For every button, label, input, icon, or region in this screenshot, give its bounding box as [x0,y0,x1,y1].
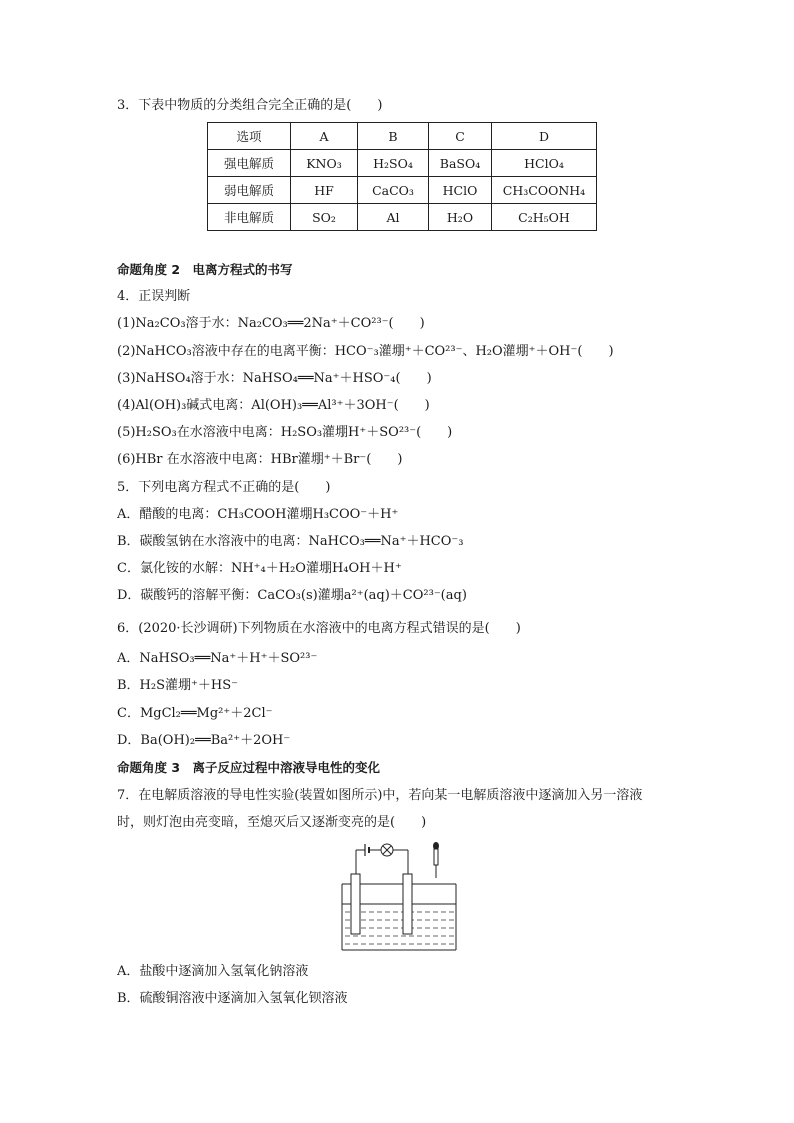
q7-stem-line-2: 时，则灯泡由亮变暗，至熄灭后又逐渐变亮的是( ) [117,815,427,830]
q4-item-6: (6)HBr 在水溶液中电离：HBr灌堋⁺＋Br⁻( ) [117,452,403,467]
table-cell: HClO₄ [492,150,597,177]
q3-stem: 3．下表中物质的分类组合完全正确的是( ) [117,98,383,113]
section-heading-2: 命题角度 2 电离方程式的书写 [117,262,293,277]
table-cell: C₂H₅OH [492,204,597,231]
q5-option-c: C．氯化铵的水解：NH⁺₄＋H₂O灌堋H₄OH＋H⁺ [117,561,402,576]
q6-option-b: B．H₂S灌堋⁺＋HS⁻ [117,678,238,693]
q6-option-a: A．NaHSO₃══Na⁺＋H⁺＋SO²³⁻ [117,651,318,666]
q4-item-4: (4)Al(OH)₃碱式电离：Al(OH)₃══Al³⁺＋3OH⁻( ) [117,398,430,413]
table-cell: H₂SO₄ [358,150,429,177]
dropper-icon [433,842,439,878]
table-cell: H₂O [429,204,492,231]
table-row [208,204,597,231]
table-cell: SO₂ [291,204,358,231]
electrode-left [351,874,360,934]
q6-stem: 6．(2020·长沙调研)下列物质在水溶液中的电离方程式错误的是( ) [117,621,521,636]
q6-option-c: C．MgCl₂══Mg²⁺＋2Cl⁻ [117,706,273,721]
table-header-row [208,123,597,150]
q7-option-b: B．硫酸铜溶液中逐滴加入氢氧化钡溶液 [117,991,348,1006]
table-cell: 强电解质 [208,150,291,177]
q7-option-a: A．盐酸中逐滴加入氢氧化钠溶液 [117,964,309,979]
table-cell: BaSO₄ [429,150,492,177]
q4-item-3: (3)NaHSO₄溶于水：NaHSO₄══Na⁺＋HSO⁻₄( ) [117,371,432,386]
q4-item-1: (1)Na₂CO₃溶于水：Na₂CO₃══2Na⁺＋CO²³⁻( ) [117,316,425,331]
conductivity-apparatus-diagram [332,838,464,954]
electrode-right [403,874,412,934]
table-header-cell: C [429,123,492,150]
q5-option-b: B．碳酸氢钠在水溶液中的电离：NaHCO₃══Na⁺＋HCO⁻₃ [117,534,464,549]
table-cell: CaCO₃ [358,177,429,204]
table-cell: 非电解质 [208,204,291,231]
table-row [208,150,597,177]
table-row [208,177,597,204]
q5-option-d: D．碳酸钙的溶解平衡：CaCO₃(s)灌堋a²⁺(aq)＋CO²³⁻(aq) [117,588,467,603]
table-header-cell: D [492,123,597,150]
table-header-cell: B [358,123,429,150]
q7-stem-line-1: 7．在电解质溶液的导电性实验(装置如图所示)中，若向某一电解质溶液中逐滴加入另一溶液 [117,788,643,803]
q6-option-d: D．Ba(OH)₂══Ba²⁺＋2OH⁻ [117,733,291,748]
q5-option-a: A．醋酸的电离：CH₃COOH灌堋H₃COO⁻＋H⁺ [117,507,399,522]
table-cell: CH₃COONH₄ [492,177,597,204]
table-cell: 弱电解质 [208,177,291,204]
table-header-cell: A [291,123,358,150]
table-cell: KNO₃ [291,150,358,177]
table-cell: Al [358,204,429,231]
q4-stem: 4．正误判断 [117,289,191,304]
q4-item-2: (2)NaHCO₃溶液中存在的电离平衡：HCO⁻₃灌堋⁺＋CO²³⁻、H₂O灌堋⁺＋OH⁻( ) [117,344,614,359]
section-heading-3: 命题角度 3 离子反应过程中溶液导电性的变化 [117,760,381,775]
table-cell: HF [291,177,358,204]
table-header-cell: 选项 [208,123,291,150]
table-cell: HClO [429,177,492,204]
q4-item-5: (5)H₂SO₃在水溶液中电离：H₂SO₃灌堋H⁺＋SO²³⁻( ) [117,425,453,440]
classification-table [207,122,597,231]
conductivity-apparatus-figure [332,838,464,958]
bulb-icon [381,844,393,856]
q5-stem: 5．下列电离方程式不正确的是( ) [117,480,331,495]
